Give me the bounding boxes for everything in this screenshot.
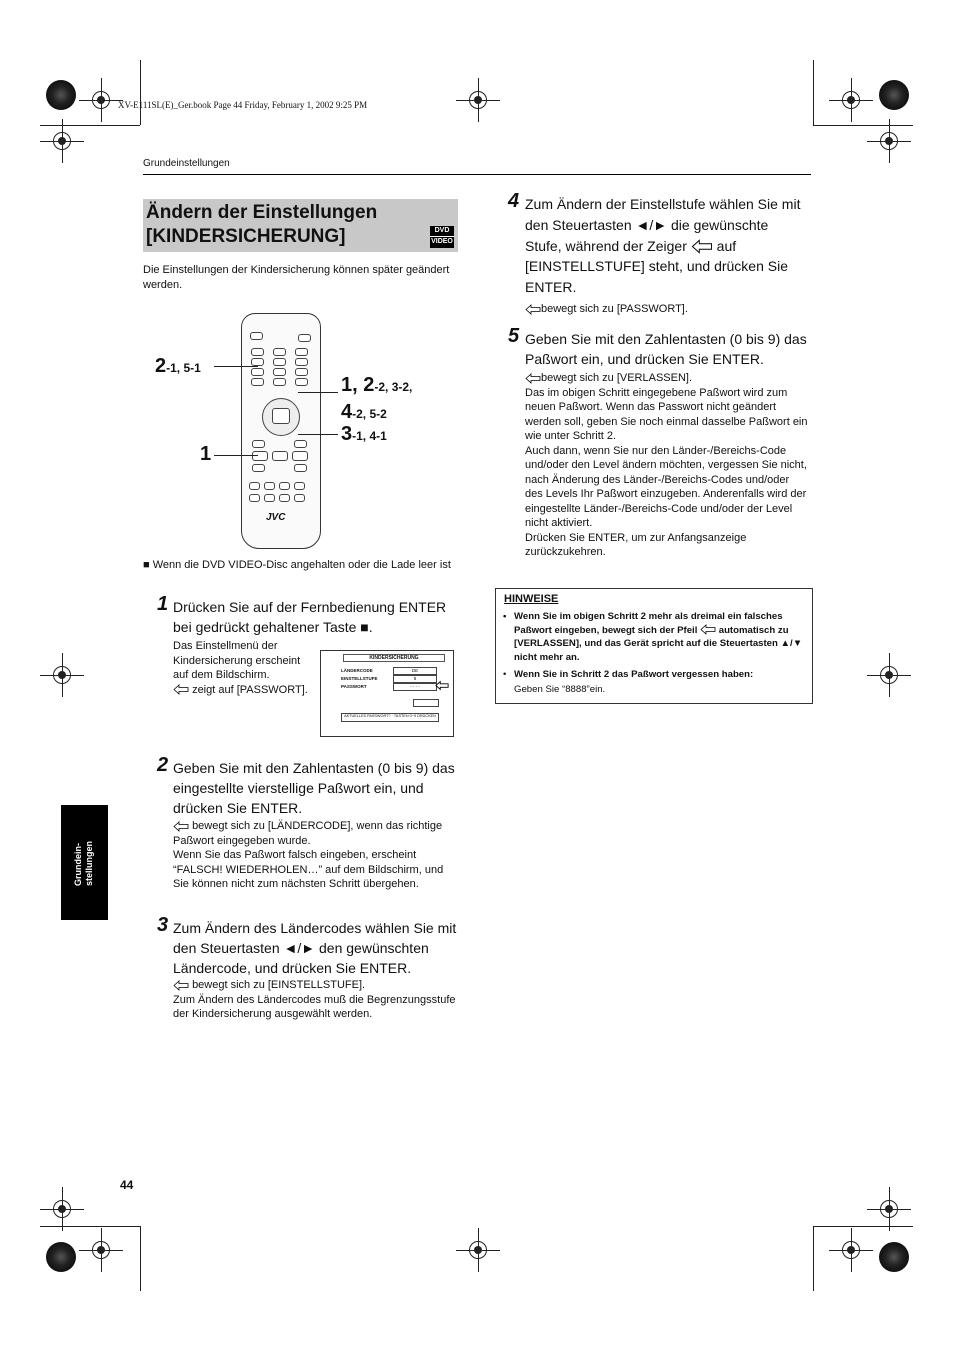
screen-value: 8 <box>393 675 437 683</box>
step-2-number: 2 <box>157 754 169 776</box>
intro-text: Die Einstellungen der Kindersicherung können später geändert werden. <box>143 264 450 291</box>
logo-bottom: VIDEO <box>431 238 453 245</box>
remote-number-button <box>251 358 264 366</box>
callout-sub: -1 <box>190 361 201 375</box>
remote-play-button <box>272 451 288 461</box>
pointer-arrow-icon <box>173 980 189 991</box>
registration-dial-bottom-left <box>46 1242 76 1272</box>
trim-line <box>140 1226 141 1291</box>
remote-function-button <box>279 494 290 502</box>
callout-right-bottom <box>341 423 387 446</box>
step-4-heading-a: Zum Ändern der Einstellstufe wählen Sie mit den Steuertasten ◄/► die gewünschte Stufe, während der Zeiger <box>525 196 801 254</box>
callout-sub: -2, <box>398 380 413 394</box>
side-tab-line1: Grundein- <box>73 843 83 887</box>
callout-num: 1, 2 <box>341 374 375 396</box>
remote-skip-button <box>294 464 307 472</box>
step-1-heading: Drücken Sie auf der Fernbedienung ENTER bei gedrückt gehaltener Taste ■. <box>173 599 447 635</box>
callout-line <box>298 434 338 435</box>
step-4-pointer-text: bewegt sich zu [PASSWORT]. <box>541 303 688 315</box>
step-1-pointer-text: zeigt auf [PASSWORT]. <box>192 683 308 696</box>
pointer-arrow-icon <box>435 680 449 691</box>
file-info: XV-E111SL(E)_Ger.book Page 44 Friday, February 1, 2002 9:25 PM <box>118 100 368 110</box>
step-3-pointer-line <box>173 978 461 993</box>
hint-1a: Wenn Sie im obigen Schritt 2 mehr als dreimal ein falsches Paßwort eingeben, bewegt sich der Pfeil <box>514 611 783 636</box>
callout-left-top <box>155 355 201 378</box>
step-1-pointer-line <box>173 683 313 698</box>
header-rule <box>143 174 811 175</box>
callout-num: 4 <box>341 401 353 423</box>
screen-exit-button <box>413 699 439 707</box>
step-2-text: Wenn Sie das Paßwort falsch eingeben, erscheint “FALSCH! WIEDERHOLEN…” auf dem Bildschirm, und Sie können nicht zum nächsten Schritt übergehen. <box>173 849 444 890</box>
side-tab-line2: stellungen <box>84 841 94 887</box>
step-4-number: 4 <box>508 190 520 212</box>
step-3-number: 3 <box>157 914 169 936</box>
hints-item-1 <box>503 610 804 664</box>
step-3-body <box>173 978 461 1022</box>
remote-pause-button <box>292 451 308 461</box>
remote-number-button <box>273 368 286 376</box>
callout-line <box>214 455 258 456</box>
remote-number-button <box>273 358 286 366</box>
remote-power-button <box>250 332 263 340</box>
remote-number-button <box>295 378 308 386</box>
dvd-video-logo <box>430 226 454 248</box>
remote-stop-button <box>252 451 268 461</box>
step-2-pointer-text: bewegt sich zu [LÄNDERCODE], wenn das richtige Paßwort eingegeben wurde. <box>173 820 443 847</box>
callout-sub: -2 <box>376 407 387 421</box>
bullet: • <box>503 611 507 622</box>
trim-line <box>813 1226 913 1227</box>
step-5-pointer-text: bewegt sich zu [VERLASSEN]. <box>541 372 693 384</box>
step-2-pointer-line <box>173 819 461 848</box>
screen-value: - - - - <box>393 683 437 691</box>
step-5-pointer-line <box>525 371 809 386</box>
kindersicherung-menu-screen <box>320 650 454 737</box>
trim-line <box>40 125 140 126</box>
remote-function-button <box>279 482 290 490</box>
callout-row <box>341 373 412 400</box>
callout-line <box>298 392 338 393</box>
registration-dial-top-left <box>46 80 76 110</box>
trim-line <box>40 1226 140 1227</box>
remote-transport-button <box>252 440 265 448</box>
pointer-arrow-icon <box>173 821 189 832</box>
screen-title <box>343 654 445 662</box>
callout-right-top <box>341 373 412 427</box>
remote-enter-button <box>272 408 290 424</box>
step-5-body <box>525 371 809 560</box>
step-1-text: Das Einstellmenü der Kindersicherung erscheint auf dem Bildschirm. <box>173 640 301 681</box>
trim-line <box>813 60 814 125</box>
screen-value: DE <box>393 667 437 675</box>
step-5-text: Das im obigen Schritt eingegebene Paßwort wird zum neuen Paßwort. Wenn das Passwort nicht geändert werden soll, geben Sie noch einmal dasselbe Paßwort ein wie unter Schritt 2. <box>525 386 808 442</box>
side-tab-label <box>73 841 95 886</box>
remote-function-button <box>294 494 305 502</box>
step-1-body <box>173 639 313 697</box>
hints-item-2 <box>503 667 804 697</box>
remote-skip-button <box>252 464 265 472</box>
callout-sub: -1, 5 <box>166 361 191 375</box>
step-2-heading: Geben Sie mit den Zahlentasten (0 bis 9) das eingestellte vierstellige Paßwort ein, und drücken Sie ENTER. <box>173 760 455 816</box>
hint-1b: automatisch zu [VERLASSEN], und das Gerät spricht auf die Steuertasten ▲/▼ nicht mehr an. <box>514 624 803 663</box>
hints-title: HINWEISE <box>504 593 559 605</box>
remote-function-button <box>249 482 260 490</box>
section-side-tab <box>61 805 108 920</box>
remote-function-button <box>294 482 305 490</box>
trim-line <box>813 125 913 126</box>
step-4-body <box>525 302 805 317</box>
title-line2: [KINDERSICHERUNG] <box>146 226 346 247</box>
callout-sub: -1 <box>376 429 387 443</box>
callout-num: 3 <box>341 423 353 445</box>
step-4-heading-b: auf [EINSTELLSTUFE] steht, und drücken Sie ENTER. <box>525 237 789 296</box>
logo-top: DVD <box>434 227 450 234</box>
remote-function-button <box>249 494 260 502</box>
step-4-heading <box>525 194 805 298</box>
step-3-text: Zum Ändern des Ländercodes muß die Begrenzungsstufe der Kindersicherung ausgewählt werden. <box>173 993 456 1020</box>
remote-number-button <box>295 348 308 356</box>
callout-sub: -2, 3 <box>374 380 399 394</box>
remote-number-button <box>273 378 286 386</box>
page-number: 44 <box>120 1178 134 1192</box>
callout-num: 2 <box>155 355 167 377</box>
registration-dial-bottom-right <box>879 1242 909 1272</box>
remote-function-button <box>264 494 275 502</box>
step-5-text: Drücken Sie ENTER, um zur Anfangsanzeige zurückzukehren. <box>525 531 747 558</box>
pointer-arrow-icon <box>525 373 541 384</box>
step-1-number: 1 <box>157 593 169 615</box>
step-5-heading: Geben Sie mit den Zahlentasten (0 bis 9) das Paßwort ein, und drücken Sie ENTER. <box>525 331 807 367</box>
remote-function-button <box>264 482 275 490</box>
trim-line <box>140 60 141 125</box>
step-2-body <box>173 819 461 892</box>
remote-number-button <box>251 348 264 356</box>
screen-row: EINSTELLSTUFE <box>341 676 378 681</box>
remote-open-button <box>298 334 311 342</box>
remote-brand-logo: JVC <box>266 512 286 523</box>
pointer-arrow-icon <box>173 684 189 695</box>
remote-number-button <box>295 358 308 366</box>
remote-number-button <box>273 348 286 356</box>
remote-transport-button <box>294 440 307 448</box>
screen-row: LÄNDERCODE <box>341 668 373 673</box>
remote-control-illustration <box>241 313 321 549</box>
callout-left-bottom: 1 <box>200 443 212 465</box>
callout-sub: -2, 5 <box>352 407 377 421</box>
screen-footer: AKTUELLES PASSWORT? · TASTEN 0~9 DRÜCKEN <box>341 713 439 722</box>
pointer-arrow-icon <box>700 624 716 635</box>
step-3-heading: Zum Ändern des Ländercodes wählen Sie mit den Steuertasten ◄/► den gewünschten Ländercode, und drücken Sie ENTER. <box>173 920 457 976</box>
step-5-text: Auch dann, wenn Sie nur den Länder-/Bereichs-Code und/oder den Level ändern möchten, vergessen Sie nicht, nach Änderung des Länder-/Bereichs-Codes und/oder des Levels Ihr Paßwort einzugeben. Anderenfalls wird der eingestellte Länder-/Bereichs-Code und/oder der Level nicht aktiviert. <box>525 444 807 529</box>
remote-number-button <box>251 368 264 376</box>
title-line1: Ändern der Einstellungen <box>146 202 378 223</box>
screen-title-text: KINDERSICHERUNG <box>369 655 419 661</box>
pointer-arrow-icon <box>691 239 713 254</box>
trim-line <box>813 1226 814 1291</box>
condition-note: ■ Wenn die DVD VIDEO-Disc angehalten oder die Lade leer ist <box>143 559 451 571</box>
hints-box <box>495 588 813 704</box>
pointer-arrow-icon <box>525 304 541 315</box>
page-title <box>146 201 377 249</box>
step-5-number: 5 <box>508 325 520 347</box>
callout-line <box>214 366 258 367</box>
step-3-pointer-text: bewegt sich zu [EINSTELLSTUFE]. <box>192 979 366 991</box>
hint-2-sub: Geben Sie “8888”ein. <box>514 684 606 695</box>
registration-dial-top-right <box>879 80 909 110</box>
hint-2-title: Wenn Sie in Schritt 2 das Paßwort vergessen haben: <box>514 669 754 680</box>
screen-row: PASSWORT <box>341 684 367 689</box>
bullet: • <box>503 669 507 680</box>
callout-sub: -1, 4 <box>352 429 377 443</box>
remote-number-button <box>251 378 264 386</box>
remote-number-button <box>295 368 308 376</box>
section-label: Grundeinstellungen <box>143 158 230 169</box>
